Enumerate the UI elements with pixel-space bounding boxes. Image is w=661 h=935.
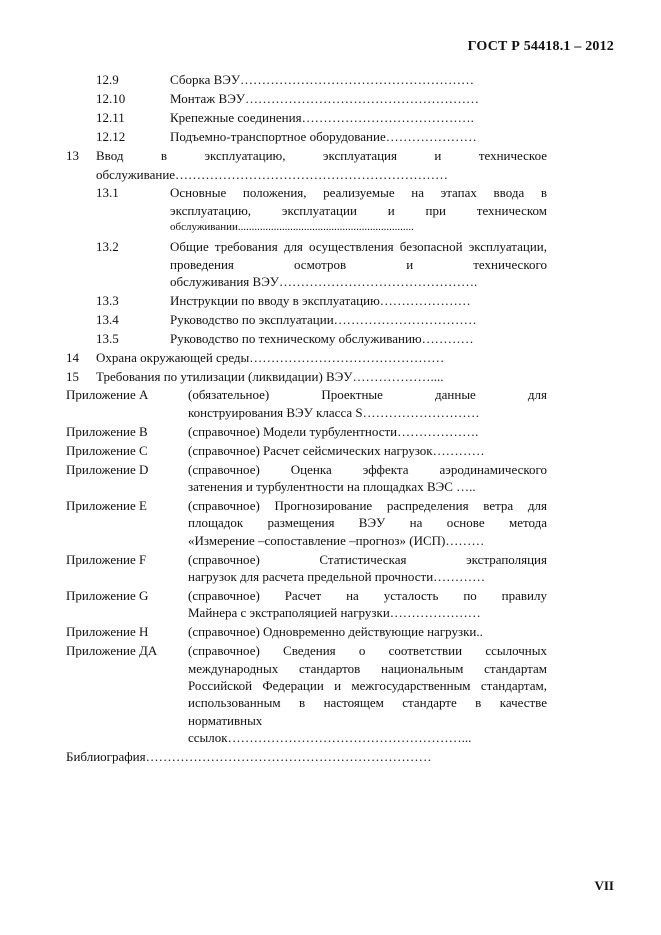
toc-entry-number: 13.3 xyxy=(96,292,119,308)
toc-entry-title: Руководство по эксплуатации…………………………… xyxy=(170,311,477,327)
toc-entry-15[interactable] xyxy=(66,368,547,385)
toc-entry-title: Подъемно-транспортное оборудование………………… xyxy=(170,128,477,144)
toc-entry-title: Крепежные соединения…………………………………. xyxy=(170,109,474,125)
toc-entry-13[interactable] xyxy=(66,147,547,164)
toc-appendix-f[interactable] xyxy=(66,551,547,586)
toc-entry-title: Охрана окружающей среды……………………………………… xyxy=(96,349,445,365)
appendix-title-line1: (справочное) Статистическая экстраполяция xyxy=(188,551,547,567)
appendix-title: (справочное) Расчет сейсмических нагрузок………… xyxy=(188,442,485,458)
appendix-title-line2: «Измерение –сопоставление –прогноз» (ИСП)……… xyxy=(188,532,485,548)
document-header: ГОСТ Р 54418.1 – 2012 xyxy=(467,39,614,54)
toc-appendix-b[interactable] xyxy=(66,423,547,440)
toc-entry-title-line2: обслуживание……………………………………………………… xyxy=(96,166,449,182)
toc-entry-12-12[interactable] xyxy=(66,128,547,145)
appendix-label: Приложение С xyxy=(66,442,148,458)
toc-entry-12-11[interactable] xyxy=(66,109,547,126)
toc-entry-number: 13 xyxy=(66,147,79,163)
toc-entry-number: 12.9 xyxy=(96,72,119,87)
appendix-title xyxy=(188,587,547,622)
toc-entry-title xyxy=(148,238,547,290)
toc-entry-title-line1: Основные положения, реализуемые на этапах ввода в эксплуатацию, эксплуатации и при техническом xyxy=(170,185,547,218)
appendix-title-line2: Майнера с экстраполяцией нагрузки………………… xyxy=(188,605,481,621)
toc-entry-title-line1: Общие требования для осуществления безопасной эксплуатации, проведения осмотров и технического xyxy=(170,239,547,272)
toc-entry-13-4[interactable] xyxy=(66,311,547,328)
appendix-label: Приложение Е xyxy=(66,497,147,513)
toc-entry-13-2[interactable] xyxy=(66,238,547,290)
toc-appendix-a[interactable] xyxy=(66,386,547,421)
toc-entry-14[interactable] xyxy=(66,349,547,366)
appendix-title: (справочное) Модели турбулентности………………. xyxy=(188,423,479,439)
toc-appendix-d[interactable] xyxy=(66,461,547,496)
toc-entry-title: Руководство по техническому обслуживанию………… xyxy=(170,330,474,346)
appendix-label: Приложение А xyxy=(66,387,149,403)
toc-appendix-da[interactable] xyxy=(66,642,547,746)
toc-entry-title-line2: обслуживания ВЭУ………………………………………. xyxy=(170,273,478,289)
toc-entry-title-line2: обслуживании................................................................ xyxy=(170,221,414,234)
appendix-title-line1: (справочное) Расчет на усталость по правилу xyxy=(188,587,547,603)
appendix-label: Приложение H xyxy=(66,624,149,640)
appendix-title-line2: затенения и турбулентности на площадках ВЭС ….. xyxy=(188,478,476,494)
appendix-title xyxy=(188,642,547,746)
appendix-label: Приложение D xyxy=(66,461,149,477)
page-number: VII xyxy=(594,878,614,893)
toc-entry-number: 14 xyxy=(66,349,79,365)
toc-entry-number: 15 xyxy=(66,368,79,384)
appendix-title-line1: (обязательное) Проектные данные для xyxy=(188,387,547,403)
appendix-title-line1: (справочное) Сведения о соответствии ссылочных международных стандартов национальным стандартам Российской Федерации и межгосударственным стандартам, использованным в настоящем стандарте в качестве нормативных xyxy=(188,643,547,728)
toc-entry-title-line1: Ввод в эксплуатацию, эксплуатация и техническое xyxy=(96,147,547,163)
toc-entry-title: Сборка ВЭУ……………………………………………… xyxy=(170,72,475,87)
appendix-label: Приложение G xyxy=(66,587,149,603)
toc-entry-number: 13.1 xyxy=(96,185,119,201)
toc-entry-number: 13.2 xyxy=(96,239,119,255)
toc-entry-number: 12.10 xyxy=(96,90,126,106)
appendix-title xyxy=(188,386,547,421)
toc-entry-title: Инструкции по вводу в эксплуатацию………………… xyxy=(170,292,471,308)
bibliography-title: Библиография………………………………………………………… xyxy=(66,749,432,765)
toc-entry-title: Монтаж ВЭУ……………………………………………… xyxy=(170,90,479,106)
appendix-label: Приложение F xyxy=(66,551,147,567)
toc-entry-12-10[interactable] xyxy=(66,90,547,107)
toc-bibliography[interactable] xyxy=(66,748,547,765)
appendix-label: Приложение В xyxy=(66,423,148,439)
toc-entry-number: 12.12 xyxy=(96,128,126,144)
toc-entry-13-cont xyxy=(66,166,547,183)
toc-appendix-g[interactable] xyxy=(66,587,547,622)
toc-entry-13-3[interactable] xyxy=(66,292,547,309)
appendix-title: (справочное) Одновременно действующие нагрузки.. xyxy=(188,624,483,640)
toc-entry-13-1[interactable] xyxy=(66,184,547,236)
appendix-label: Приложение ДА xyxy=(66,643,158,659)
appendix-title xyxy=(188,461,547,496)
toc-entry-title xyxy=(148,184,547,236)
toc-entry-number: 12.11 xyxy=(96,109,125,125)
toc-entry-number: 13.5 xyxy=(96,330,119,346)
toc-entry-12-9[interactable] xyxy=(66,71,547,88)
toc-appendix-c[interactable] xyxy=(66,442,547,459)
appendix-title-line1: (справочное) Оценка эффекта аэродинамического xyxy=(188,461,547,477)
toc-entry-number: 13.4 xyxy=(96,311,119,327)
toc-appendix-h[interactable] xyxy=(66,623,547,640)
appendix-title-line2: ссылок………………………………………………... xyxy=(188,730,472,746)
appendix-title-line2: конструирования ВЭУ класса S……………………… xyxy=(188,404,480,420)
appendix-title-line2: нагрузок для расчета предельной прочности………… xyxy=(188,568,486,584)
toc-entry-title: Требования по утилизации (ликвидации) ВЭУ……………….... xyxy=(96,368,444,384)
toc-appendix-e[interactable] xyxy=(66,497,547,549)
toc-entry-title xyxy=(96,147,547,164)
appendix-title xyxy=(188,551,547,586)
table-of-contents xyxy=(66,71,547,765)
appendix-title-line1: (справочное) Прогнозирование распределения ветра для площадок размещения ВЭУ на основе метода xyxy=(188,497,547,531)
appendix-title xyxy=(188,497,547,549)
toc-entry-13-5[interactable] xyxy=(66,330,547,347)
